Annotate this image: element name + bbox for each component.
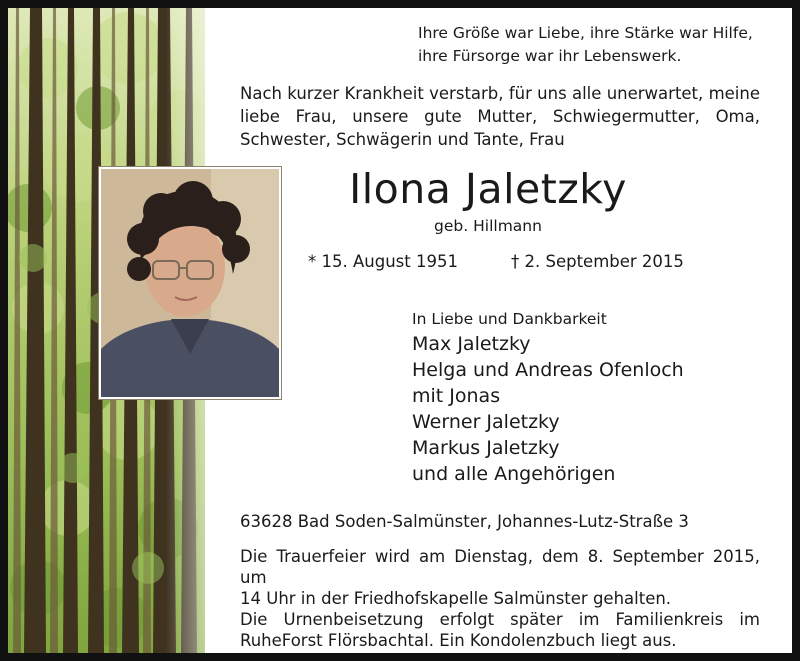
notice-line: RuheForst Flörsbachtal. Ein Kondolenzbuch liegt aus.	[240, 631, 677, 650]
funeral-notice	[240, 546, 760, 651]
notice-line: Die Trauerfeier wird am Dienstag, dem 8. September 2015, um	[240, 547, 760, 587]
birth-date: * 15. August 1951	[308, 252, 458, 271]
motto-line: ihre Fürsorge war ihr Lebenswerk.	[418, 47, 682, 65]
intro-line: Nach kurzer Krankheit verstarb, für uns alle unerwartet, meine	[240, 84, 760, 103]
motto-line: Ihre Größe war Liebe, ihre Stärke war Hilfe,	[418, 24, 753, 42]
mourner-name: Max Jaletzky	[412, 333, 531, 355]
motto	[418, 22, 763, 68]
portrait-photo	[99, 167, 281, 399]
mourner-name: Helga und Andreas Ofenloch	[412, 359, 684, 381]
intro-paragraph	[240, 82, 760, 151]
notice-line: Die Urnenbeisetzung erfolgt später im Familienkreis im	[240, 610, 760, 629]
life-dates	[308, 249, 708, 275]
deceased-name: Ilona Jaletzky	[349, 165, 627, 213]
mourner-name: Werner Jaletzky	[412, 411, 560, 433]
intro-line: liebe Frau, unsere gute Mutter, Schwiegermutter, Oma,	[240, 107, 760, 126]
mourners-list	[412, 331, 752, 487]
death-date: † 2. September 2015	[511, 252, 684, 271]
maiden-name: geb. Hillmann	[434, 217, 542, 235]
mourner-name: und alle Angehörigen	[412, 463, 616, 485]
dedication: In Liebe und Dankbarkeit	[412, 310, 607, 328]
family-address: 63628 Bad Soden-Salmünster, Johannes-Lutz-Straße 3	[240, 512, 689, 531]
mourner-name: Markus Jaletzky	[412, 437, 560, 459]
notice-line: 14 Uhr in der Friedhofskapelle Salmünster gehalten.	[240, 589, 672, 608]
mourner-name: mit Jonas	[412, 385, 501, 407]
intro-line: Schwester, Schwägerin und Tante, Frau	[240, 130, 565, 149]
